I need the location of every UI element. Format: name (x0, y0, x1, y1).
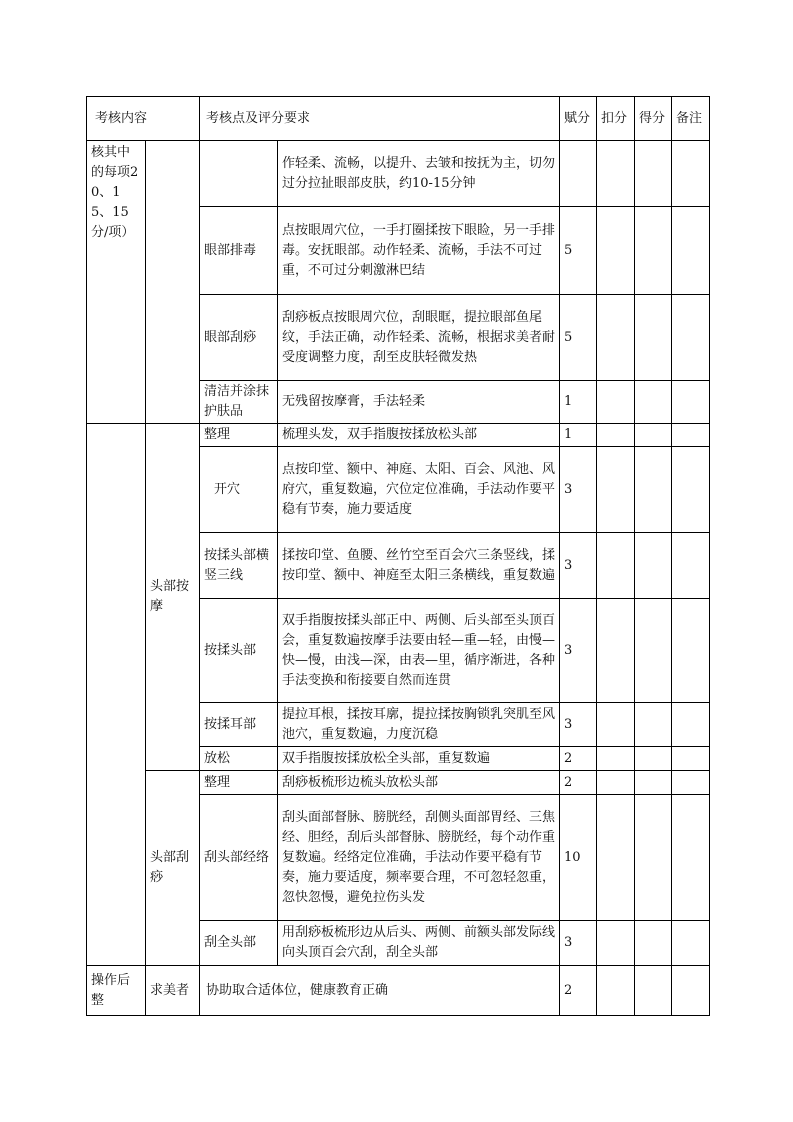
row-score: 1 (560, 381, 597, 424)
row-score: 2 (560, 747, 597, 771)
row-item: 放松 (200, 747, 278, 771)
section-blank (146, 141, 200, 424)
header-deduct: 扣分 (597, 97, 635, 141)
row-requirement: 刮痧板点按眼周穴位，刮眼眶，提拉眼部鱼尾纹，手法正确，动作轻柔、流畅，根据求美者耐受度调整力度，刮至皮肤轻微发热 (278, 295, 560, 381)
table-row (87, 771, 710, 795)
row-requirement: 点按印堂、额中、神庭、太阳、百会、风池、风府穴，重复数遍，穴位定位准确，手法动作要平稳有节奏，施力要适度 (278, 447, 560, 533)
row-item: 刮头部经络 (200, 795, 278, 921)
row-item: 按揉头部 (200, 599, 278, 703)
row-score: 2 (560, 966, 597, 1016)
header-earned: 得分 (635, 97, 672, 141)
row-requirement: 作轻柔、流畅，以提升、去皱和按抚为主，切勿过分拉扯眼部皮肤，约10-15分钟 (278, 141, 560, 207)
section-client: 求美者 (146, 966, 200, 1016)
row-item (200, 141, 278, 207)
row-requirement: 刮痧板梳形边梳头放松头部 (278, 771, 560, 795)
header-content: 考核内容 (87, 97, 200, 141)
row-requirement: 双手指腹按揉放松全头部，重复数遍 (278, 747, 560, 771)
row-item: 刮全头部 (200, 921, 278, 966)
row-score: 3 (560, 599, 597, 703)
row-score: 3 (560, 533, 597, 599)
table-header-row (87, 97, 710, 141)
row-score: 3 (560, 703, 597, 747)
row-score: 2 (560, 771, 597, 795)
row-requirement: 点按眼周穴位，一手打圈揉按下眼睑，另一手排毒。安抚眼部。动作轻柔、流畅，手法不可过重，不可过分刺激淋巴结 (278, 207, 560, 295)
row-score: 3 (560, 921, 597, 966)
header-score: 赋分 (560, 97, 597, 141)
section-head-scraping: 头部刮痧 (146, 771, 200, 966)
row-requirement: 用刮痧板梳形边从后头、两侧、前额头部发际线向头顶百会穴刮，刮全头部 (278, 921, 560, 966)
row-score: 1 (560, 424, 597, 447)
row-item: 清洁并涂抹护肤品 (200, 381, 278, 424)
row-item: 眼部排毒 (200, 207, 278, 295)
row-requirement: 揉按印堂、鱼腰、丝竹空至百会穴三条竖线，揉按印堂、额中、神庭至太阳三条横线，重复数遍 (278, 533, 560, 599)
row-requirement: 双手指腹按揉头部正中、两侧、后头部至头顶百会，重复数遍按摩手法要由轻—重—轻，由慢—快—慢，由浅—深，由表—里，循序渐进，各种手法变换和衔接要自然而连贯 (278, 599, 560, 703)
row-item: 眼部刮痧 (200, 295, 278, 381)
header-points: 考核点及评分要求 (200, 97, 560, 141)
table-row (87, 141, 710, 207)
section-after-op: 操作后整 (87, 966, 146, 1016)
row-requirement: 无残留按摩膏，手法轻柔 (278, 381, 560, 424)
row-item: 按揉头部横竖三线 (200, 533, 278, 599)
row-score: 5 (560, 207, 597, 295)
row-item: 按揉耳部 (200, 703, 278, 747)
header-remark: 备注 (672, 97, 710, 141)
table-row (87, 966, 710, 1016)
row-score: 5 (560, 295, 597, 381)
row-score (560, 141, 597, 207)
assessment-table (86, 96, 710, 1016)
row-item: 开穴 (200, 447, 278, 533)
row-item: 整理 (200, 771, 278, 795)
row-requirement: 提拉耳根，揉按耳廓，提拉揉按胸锁乳突肌至风池穴，重复数遍，力度沉稳 (278, 703, 560, 747)
group-note: 核其中的每项20、15、15分/项） (87, 141, 146, 424)
group-blank (87, 424, 146, 966)
section-head-massage: 头部按摩 (146, 424, 200, 771)
row-score: 3 (560, 447, 597, 533)
row-requirement: 协助取合适体位，健康教育正确 (200, 966, 560, 1016)
row-requirement: 梳理头发，双手指腹按揉放松头部 (278, 424, 560, 447)
row-requirement: 刮头面部督脉、膀胱经，刮侧头面部胃经、三焦经、胆经，刮后头部督脉、膀胱经，每个动作重复数遍。经络定位准确，手法动作要平稳有节奏，施力要适度，频率要合理，不可忽轻忽重，忽快忽慢，避免拉伤头发 (278, 795, 560, 921)
table-row (87, 424, 710, 447)
row-item: 整理 (200, 424, 278, 447)
row-score: 10 (560, 795, 597, 921)
